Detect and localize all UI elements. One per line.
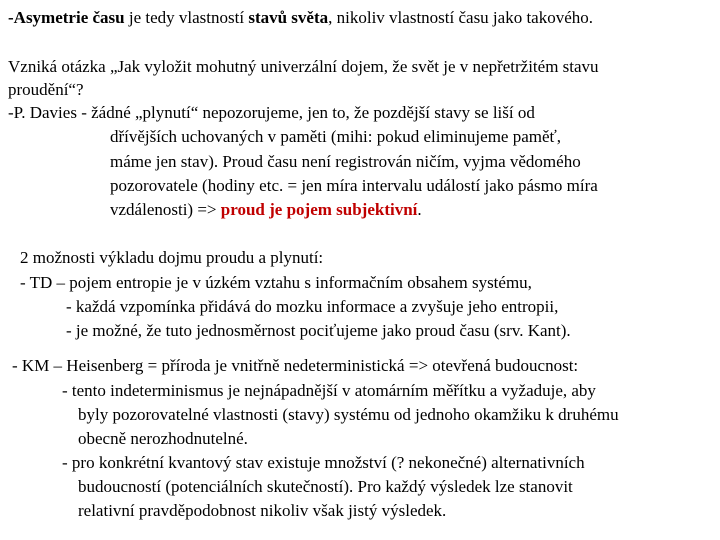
td-line-2: - každá vzpomínka přidává do mozku informace a zvyšuje jeho entropii, — [66, 297, 559, 316]
km-line-3: byly pozorovatelné vlastnosti (stavy) systému od jednoho okamžiku k druhému — [78, 405, 619, 424]
km-line-5: - pro konkrétní kvantový stav existuje množství (? nekonečné) alternativních — [62, 453, 585, 472]
davies-line-5: vzdálenosti) => proud je pojem subjektivní. — [110, 200, 422, 219]
davies-line-3: máme jen stav). Proud času není registrován ničím, vyjma vědomého — [110, 152, 581, 171]
km-line-4: obecně nerozhodnutelné. — [78, 429, 248, 448]
km-line-6: budoucností (potenciálních skutečností). Pro každý výsledek lze stanovit — [78, 477, 573, 496]
subjective-flow-highlight: proud je pojem subjektivní — [220, 200, 418, 219]
question-line-1: Vzniká otázka „Jak vyložit mohutný univerzální dojem, že svět je v nepřetržitém stavu — [8, 57, 599, 76]
question-line-2: proudění“? — [8, 80, 84, 99]
davies-line-2: dřívějších uchovaných v paměti (mihi: pokud eliminujeme paměť, — [110, 127, 562, 146]
davies-line-1: -P. Davies - žádné „plynutí“ nepozorujeme, jen to, že pozdější stavy se liší od — [8, 103, 535, 122]
td-line-1: - TD – pojem entropie je v úzkém vztahu s informačním obsahem systému, — [20, 273, 532, 292]
km-line-1: - KM – Heisenberg = příroda je vnitřně nedeterministická => otevřená budoucnost: — [12, 356, 579, 375]
km-line-2: - tento indeterminismus je nejnápadnější v atomárním měřítku a vyžaduje, aby — [62, 381, 596, 400]
asymmetry-line: -Asymetrie času je tedy vlastností stavů světa, nikoliv vlastností času jako takového. — [8, 8, 594, 27]
km-line-7: relativní pravděpodobnost nikoliv však jistý výsledek. — [78, 501, 447, 520]
options-heading: 2 možnosti výkladu dojmu proudu a plynutí: — [20, 248, 324, 267]
davies-line-4: pozorovatele (hodiny etc. = jen míra intervalu událostí jako pásmo míra — [110, 176, 598, 195]
td-line-3: - je možné, že tuto jednosměrnost pociťujeme jako proud času (srv. Kant). — [66, 321, 571, 340]
